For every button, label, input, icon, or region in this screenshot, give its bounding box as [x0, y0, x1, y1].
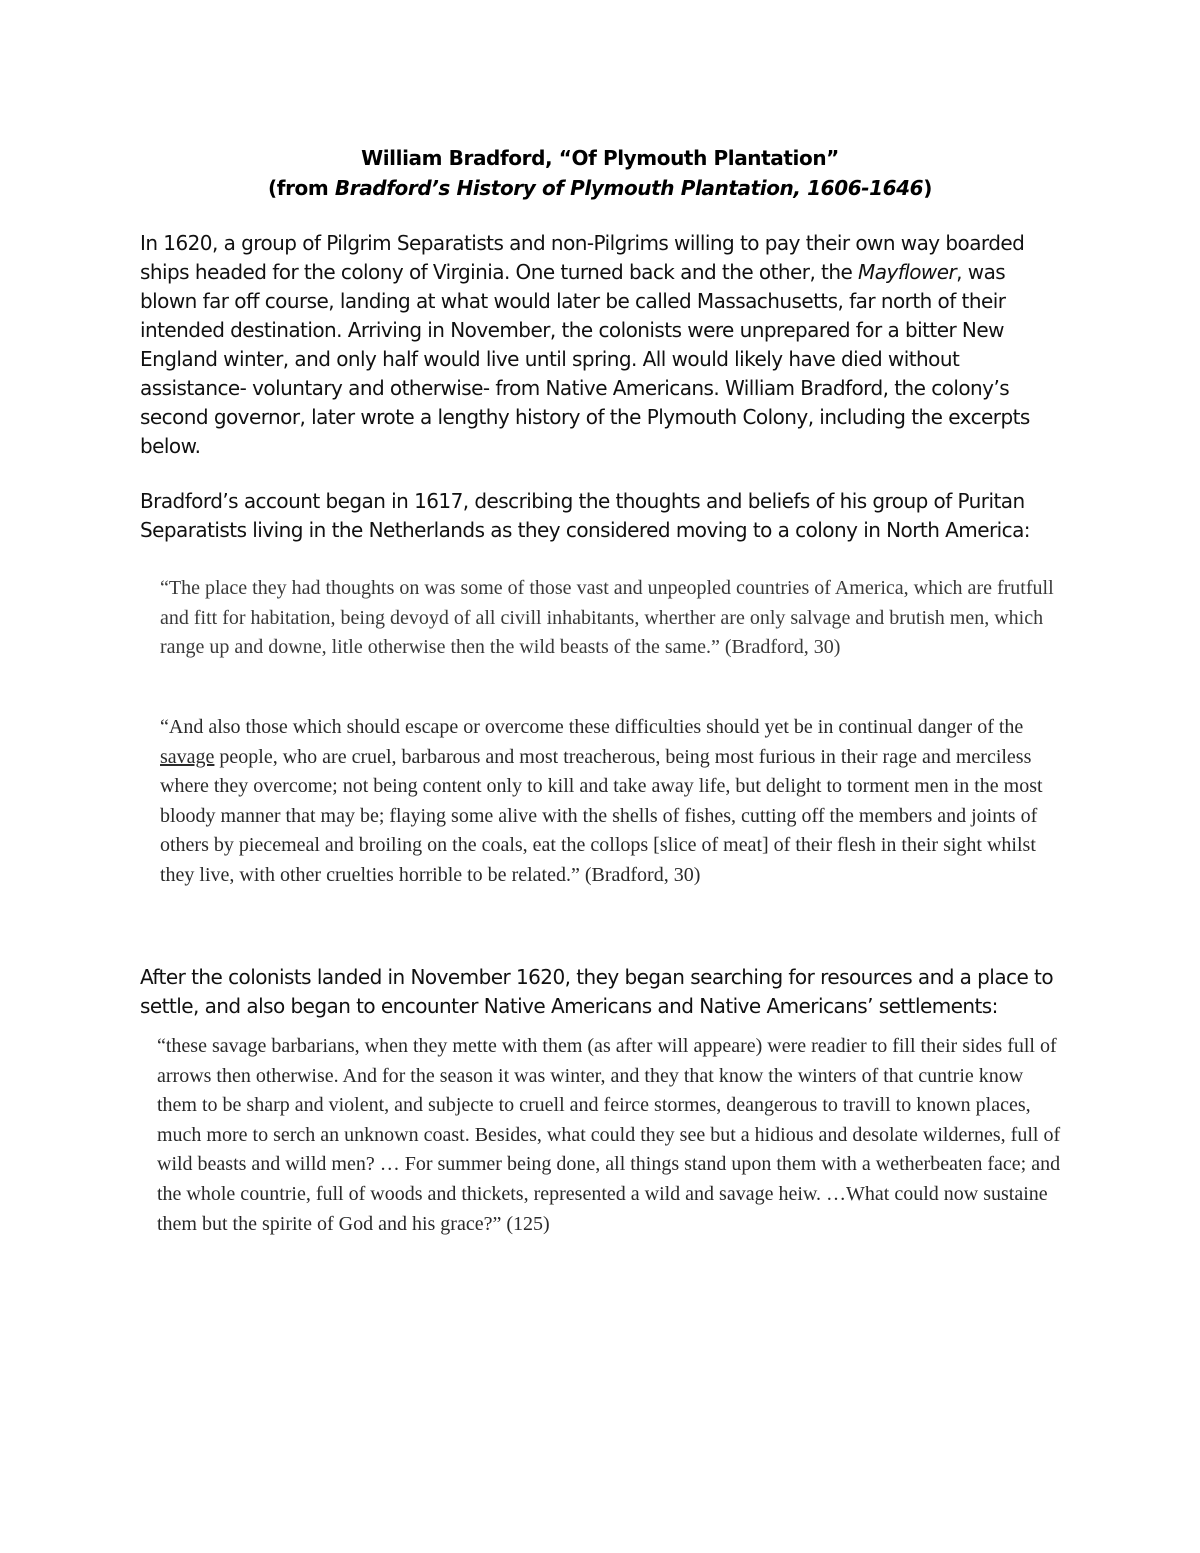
section1-intro: Bradford’s account began in 1617, describing the thoughts and beliefs of his group of Puritan Separatists living in the Netherlands as they considered moving to a colony in North America:: [140, 489, 1030, 542]
document-title: William Bradford, “Of Plymouth Plantation”: [361, 146, 839, 170]
intro-part2: , was blown far off course, landing at what would later be called Massachusetts, far north of their intended destination. Arriving in November, the colonists were unprepared for a bitter New England winter, and only half would live until spring. All would likely have died without assistance- voluntary and otherwise- from Native Americans. William Bradford, the colony’s second governor, later wrote a lengthy history of the Plymouth Colony, including the excerpts below.: [140, 260, 1030, 458]
quote2-underlined-word: savage: [160, 745, 215, 768]
quote2-part2: people, who are cruel, barbarous and most treacherous, being most furious in their rage and merciless where they overcome; not being content only to kill and take away life, but delight to torment men in the most bloody manner that may be; flaying some alive with the shells of fishes, cutting off the members and joints of others by piecemeal and broiling on the coals, eat the collops [slice of meat] of their flesh in their sight whilst they live, with other cruelties horrible to be related.” (Bradford, 30): [160, 745, 1043, 886]
intro-part1: In 1620, a group of Pilgrim Separatists and non-Pilgrims willing to pay their own way boarded ships headed for the colony of Virginia. One turned back and the other, the: [140, 231, 1025, 284]
quote-3: “these savage barbarians, when they mette with them (as after will appeare) were readier to fill their sides full of arrows then otherwise. And for the season it was winter, and they that know the winters of that cuntrie know them to be sharp and violent, and subjecte to cruell and feirce stormes, deangerous to travill to known places, much more to serch an unknown coast. Besides, what could they see but a hidious and desolate wildernes, full of wild beasts and willd men? … For summer being done, all things stand upon them with a wetherbeaten face; and the whole countrie, full of woods and thickets, represented a wild and savage heiw. …What could now sustaine them but the spirite of God and his grace?” (125): [157, 1035, 1061, 1235]
quote-2: [160, 713, 1060, 891]
subtitle-years: , 1606-1646: [793, 176, 924, 200]
subtitle-prefix: (from: [268, 176, 335, 200]
intro-paragraph: [140, 229, 1060, 461]
document-subtitle: [0, 173, 1200, 203]
ship-name: Mayflower: [858, 260, 957, 284]
subtitle-close: ): [923, 176, 932, 200]
subtitle-book-title: Bradford’s History of Plymouth Plantation: [334, 176, 794, 200]
quote2-part1: “And also those which should escape or overcome these difficulties should yet be in continual danger of the: [160, 716, 1024, 738]
section2-intro: After the colonists landed in November 1620, they began searching for resources and a place to settle, and also began to encounter Native Americans and Native Americans’ settlements:: [140, 965, 1054, 1018]
quote-1: “The place they had thoughts on was some of those vast and unpeopled countries of America, which are frutfull and fitt for habitation, being devoyd of all civill inhabitants, wherther are only salvage and brutish men, which range up and downe, litle otherwise then the wild beasts of the same.” (Bradford, 30): [160, 577, 1054, 659]
